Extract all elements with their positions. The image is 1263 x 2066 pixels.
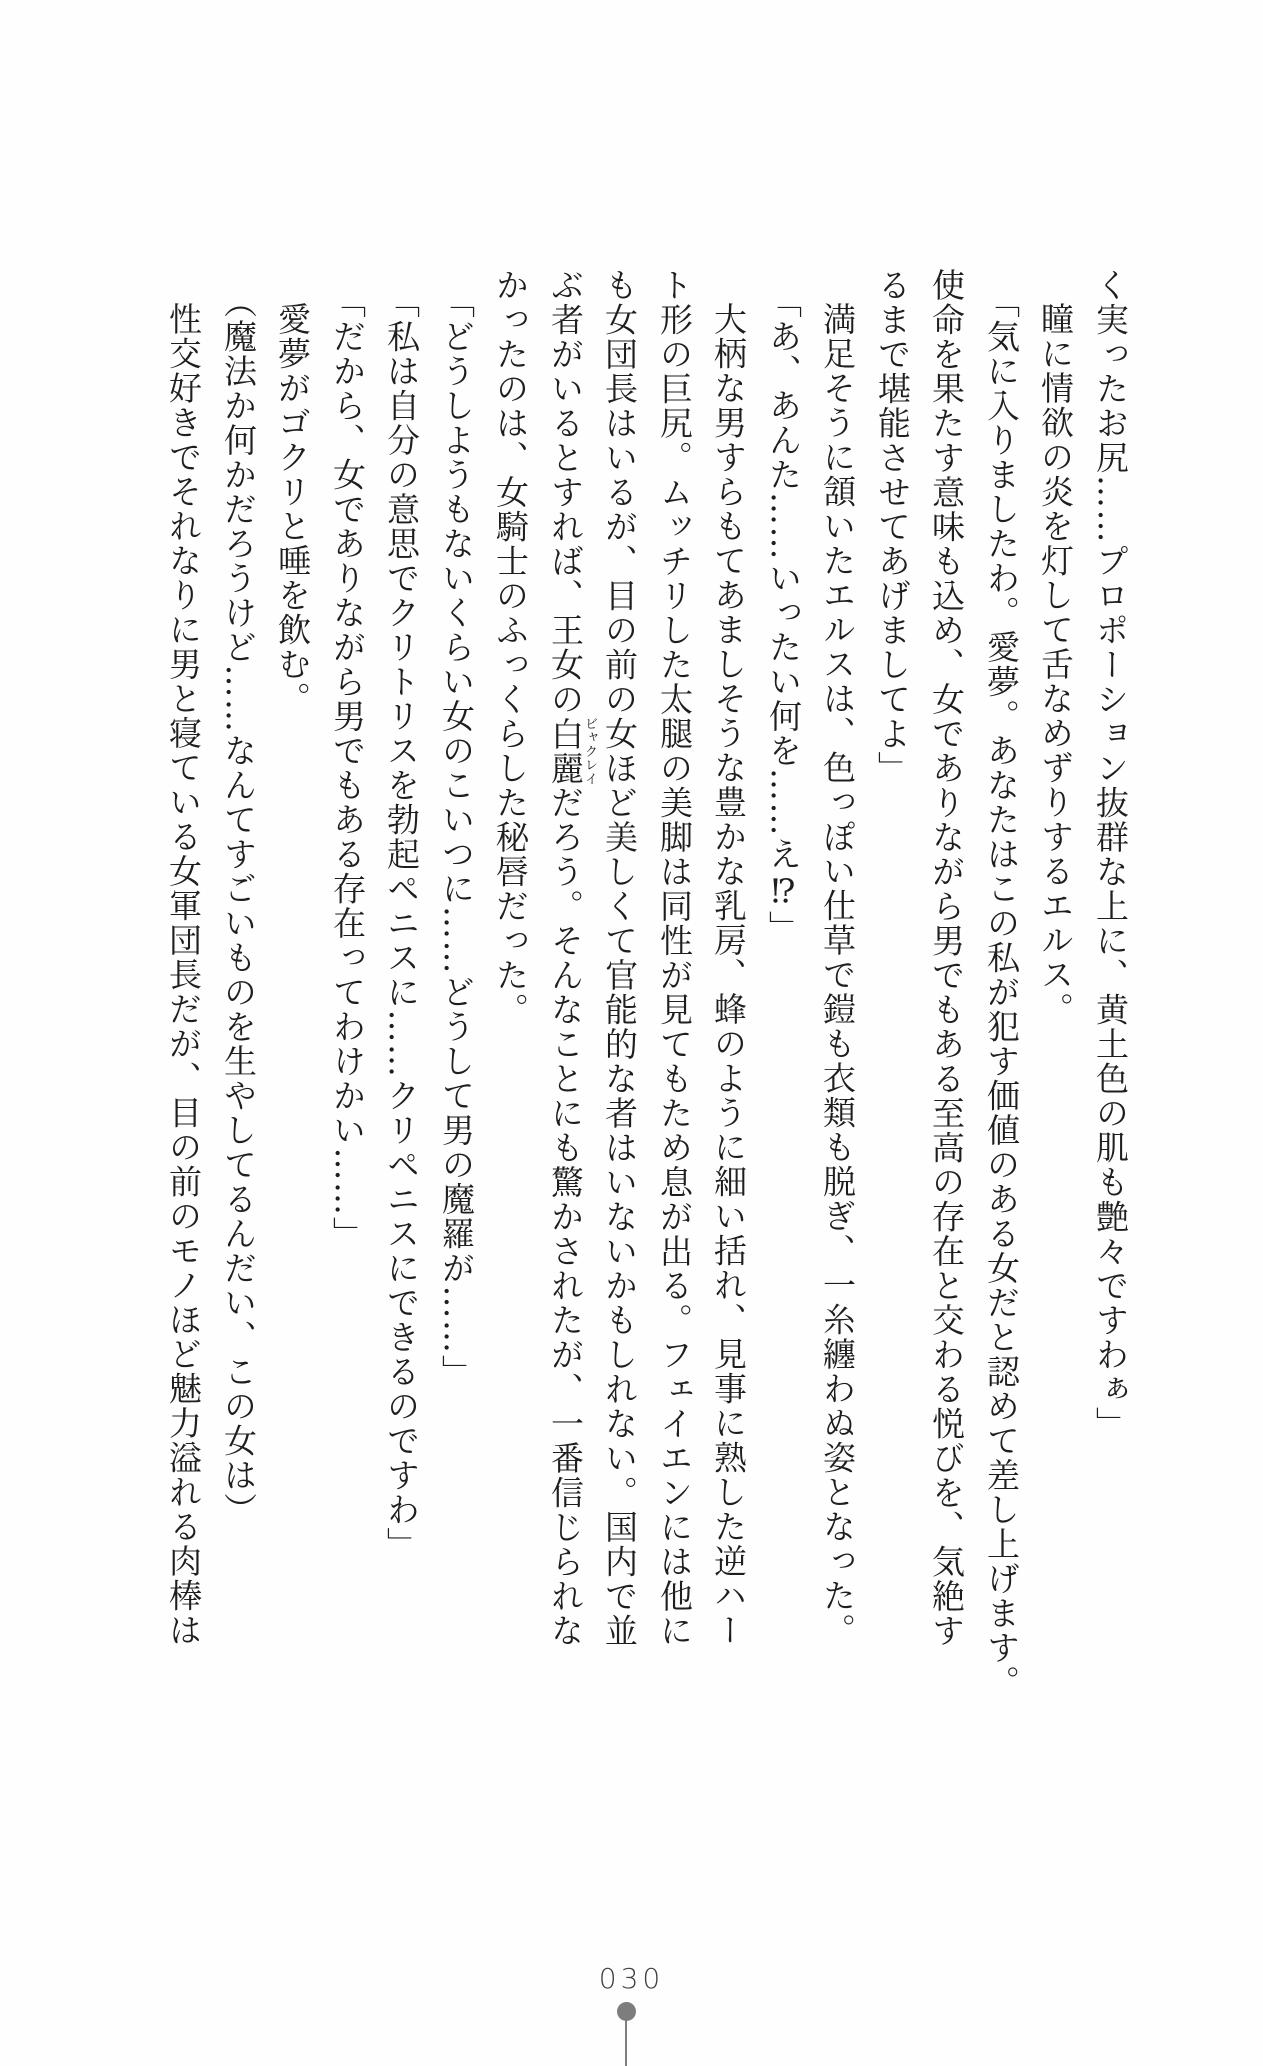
text-column-15: 「だから、女でありながら男でもある存在ってわけかい……」 [328, 285, 367, 1251]
text-column-8: 大柄な男すらもてあましそうな豊かな乳房、蜂のように細い括れ、見事に熟した逆ハー [709, 302, 748, 1648]
text-column-6: 満足そうに頷いたエルスは、色っぽい仕草で鎧も衣類も脱ぎ、一糸纏わぬ姿となった。 [818, 302, 857, 1648]
narration-text: ぶ者がいるとすれば、王女の [546, 268, 585, 717]
text-column-4: 使命を果たす意味も込め、女でありながら男でもある至高の存在と交わる悦びを、気絶す [927, 268, 966, 1648]
text-column-11 [546, 268, 597, 1648]
page-number: 030 [598, 1962, 665, 1995]
closing-bracket: 」 [764, 910, 803, 945]
text-column-5: るまで堪能させてあげましてよ」 [873, 268, 912, 786]
interrobang-tatechuyoko: ⁉ [764, 871, 803, 911]
ruby-base: 白麗 [546, 716, 585, 786]
text-column-16: 愛夢がゴクリと唾を飲む。 [273, 302, 312, 716]
text-column-9: ト形の巨尻。ムッチリした太腿の美脚は同性が見てもため息が出る。フェイエンには他に [655, 268, 694, 1648]
text-column-18: 性交好きでそれなりに男と寝ている女軍団長だが、目の前のモノほど魅力溢れる肉棒は [164, 302, 203, 1648]
ruby-byakurei [546, 716, 597, 786]
text-column-13: 「どうしようもないくらい女のこいつに……どうして男の魔羅が……」 [437, 285, 476, 1389]
text-column-12: かったのは、女騎士のふっくらした秘唇だった。 [491, 268, 530, 1027]
text-column-3: 「気に入りましたわ。愛夢。あなたはこの私が犯す価値のある女だと認めて差し上げます。 [982, 285, 1021, 1700]
text-column-17: （魔法か何かだろうけど……なんてすごいものを生やしてるんだい、この女は） [219, 285, 258, 1527]
ruby-furigana: ビャクレイ [582, 716, 597, 786]
text-column-1: く実ったお尻……プロポーション抜群な上に、黄土色の肌も艶々ですわぁ」 [1091, 268, 1130, 1441]
footer-line-ornament [625, 2012, 627, 2066]
text-column-10: も女団長はいるが、目の前の女ほど美しくて官能的な者はいないかもしれない。国内で並 [600, 268, 639, 1648]
narration-text: だろう。そんなことにも驚かされたが、一番信じられな [546, 785, 585, 1648]
dialogue-text: 「あ、あんた……いったい何を……え [764, 285, 803, 872]
text-column-7 [764, 285, 803, 945]
text-column-2: 瞳に情欲の炎を灯して舌なめずりするエルス。 [1036, 302, 1075, 1027]
text-column-14: 「私は自分の意思でクリトリスを勃起ペニスに……クリペニスにできるのですわ」 [382, 285, 421, 1562]
